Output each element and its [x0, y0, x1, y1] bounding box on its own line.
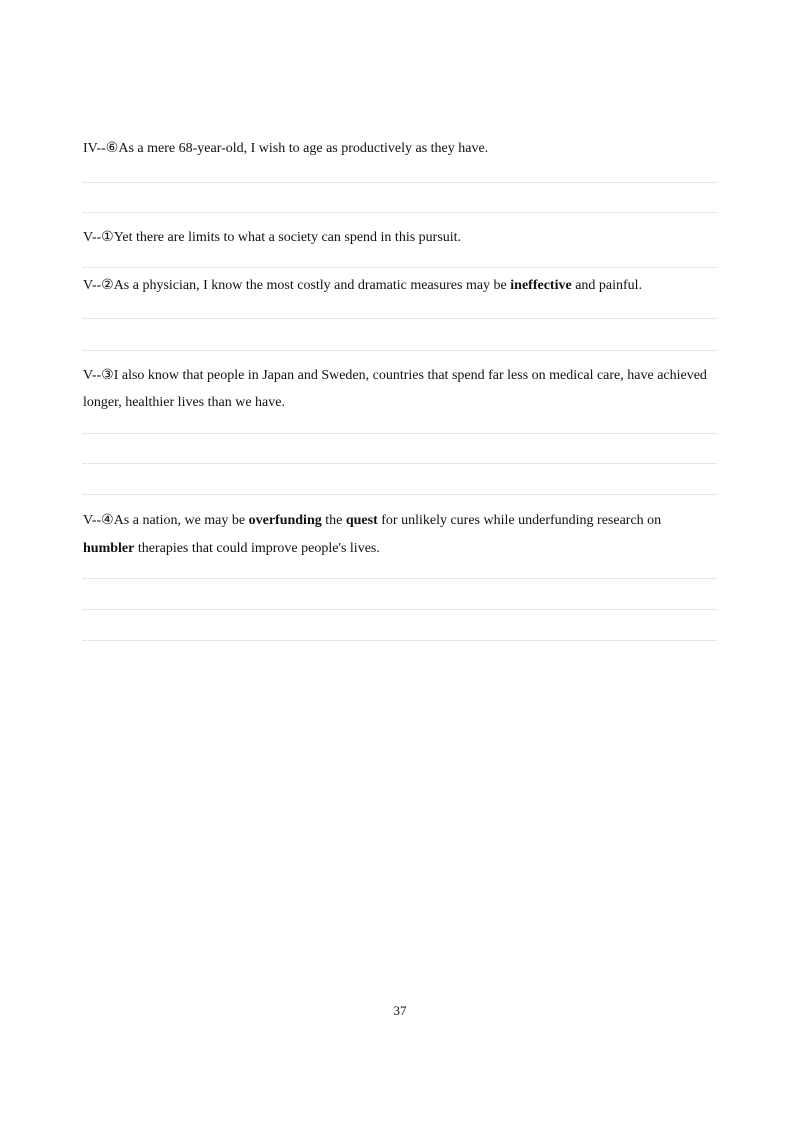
bold-term-humbler: humbler	[83, 541, 135, 556]
answer-rule	[83, 609, 717, 610]
bold-term-ineffective: ineffective	[510, 278, 572, 293]
text-run: V--①Yet there are limits to what a society can spend in this pursuit.	[83, 230, 462, 245]
text-run: V--③I also know that people in Japan and Sweden, countries that spend far less on medical care, have achieved	[83, 368, 707, 383]
paragraph-v-4-line-2	[83, 540, 380, 558]
paragraph-v-2-line-1	[83, 277, 642, 295]
paragraph-v-1-line-1	[83, 229, 461, 247]
answer-rule	[83, 212, 717, 213]
paragraph-v-3-line-2	[83, 394, 285, 412]
answer-rule	[83, 494, 717, 495]
paragraph-iv-6-line-1	[83, 140, 488, 158]
text-run: V--②As a physician, I know the most costly and dramatic measures may be	[83, 278, 511, 293]
text-run: the	[321, 513, 346, 528]
answer-rule	[83, 318, 717, 319]
answer-rule	[83, 640, 717, 641]
text-run: for unlikely cures while underfunding research on	[377, 513, 662, 528]
text-run: V--④As a nation, we may be	[83, 513, 249, 528]
answer-rule	[83, 463, 717, 464]
answer-rule	[83, 433, 717, 434]
bold-term-overfunding: overfunding	[248, 513, 322, 528]
answer-rule	[83, 350, 717, 351]
paragraph-v-3-line-1	[83, 367, 707, 385]
text-run: IV--⑥As a mere 68-year-old, I wish to age as productively as they have.	[83, 141, 489, 156]
page-number: 37	[393, 1003, 407, 1018]
bold-term-quest: quest	[345, 513, 378, 528]
paragraph-v-4-line-1	[83, 512, 661, 530]
answer-rule	[83, 578, 717, 579]
answer-rule	[83, 267, 717, 268]
text-run: therapies that could improve people's lives.	[134, 541, 380, 556]
answer-rule	[83, 182, 717, 183]
text-run: and painful.	[571, 278, 643, 293]
text-run: longer, healthier lives than we have.	[83, 395, 285, 410]
